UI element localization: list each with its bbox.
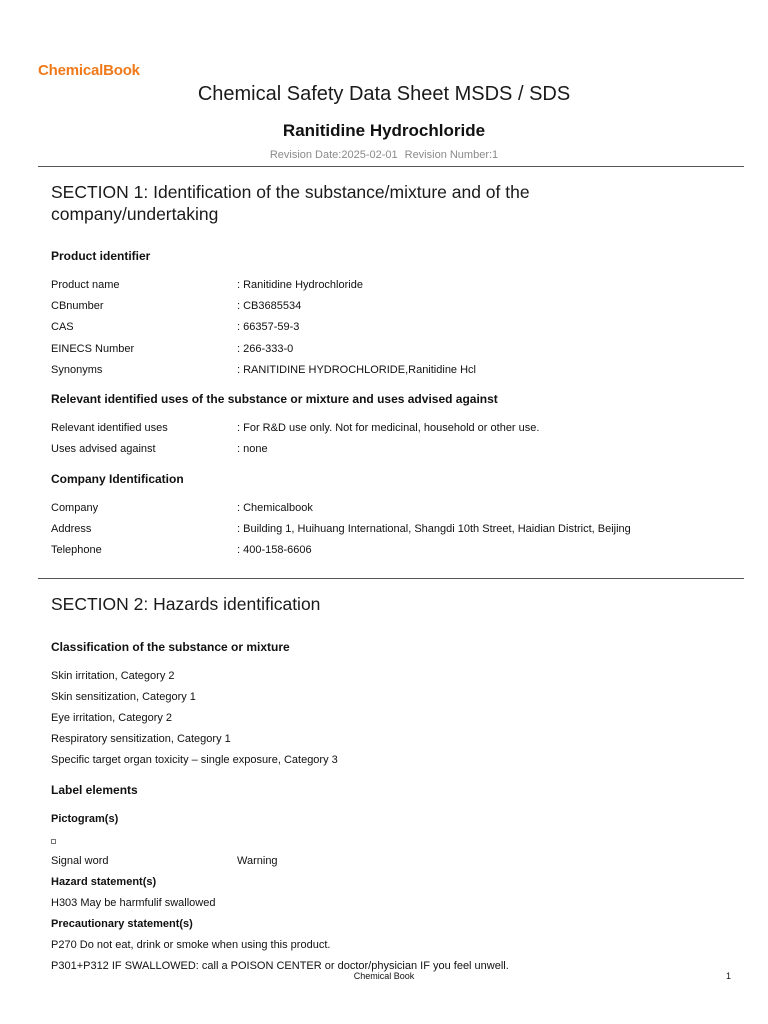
cas-label: CAS [51, 321, 74, 333]
classification-item: Specific target organ toxicity – single exposure, Category 3 [51, 754, 338, 766]
section-1-heading [51, 181, 711, 225]
footer-source: Chemical Book [353, 971, 415, 981]
company-label: Company [51, 502, 99, 514]
synonyms-label: Synonyms [51, 364, 103, 376]
telephone-label: Telephone [51, 544, 102, 556]
chemicalbook-logo: ChemicalBook [38, 62, 140, 79]
cas-value: : 66357-59-3 [237, 321, 300, 333]
section-1-heading-line2: company/undertaking [51, 204, 219, 224]
revision-number: Revision Number:1 [404, 149, 499, 161]
section-divider [38, 166, 744, 167]
signal-word-label: Signal word [51, 855, 109, 867]
section-1-heading-line1: SECTION 1: Identification of the substance/mixture and of the [51, 182, 530, 202]
pictogram-placeholder-icon [51, 839, 56, 844]
precautionary-statements-heading: Precautionary statement(s) [51, 918, 193, 930]
hazard-statements-heading: Hazard statement(s) [51, 876, 157, 888]
section-divider [38, 578, 744, 579]
page-number: 1 [726, 971, 732, 981]
cbnumber-label: CBnumber [51, 300, 104, 312]
company-identification-heading: Company Identification [51, 472, 184, 486]
signal-word-value: Warning [237, 855, 278, 867]
precautionary-statement: P301+P312 IF SWALLOWED: call a POISON CENTER or doctor/physician IF you feel unwell. [51, 960, 509, 972]
uses-advised-against-value: : none [237, 443, 268, 455]
address-label: Address [51, 523, 92, 535]
hazard-statement: H303 May be harmfulif swallowed [51, 897, 216, 909]
relevant-uses-label: Relevant identified uses [51, 422, 168, 434]
classification-item: Respiratory sensitization, Category 1 [51, 733, 231, 745]
document-title: Chemical Safety Data Sheet MSDS / SDS [197, 83, 571, 105]
classification-heading: Classification of the substance or mixture [51, 640, 290, 654]
pictograms-heading: Pictogram(s) [51, 813, 119, 825]
product-title: Ranitidine Hydrochloride [282, 121, 486, 140]
product-name-label: Product name [51, 279, 120, 291]
precautionary-statement: P270 Do not eat, drink or smoke when using this product. [51, 939, 331, 951]
address-value: : Building 1, Huihuang International, Shangdi 10th Street, Haidian District, Beijing [237, 523, 631, 535]
revision-date: Revision Date:2025-02-01 [269, 149, 398, 161]
einecs-label: EINECS Number [51, 343, 135, 355]
telephone-value: : 400-158-6606 [237, 544, 312, 556]
company-value: : Chemicalbook [237, 502, 313, 514]
synonyms-value: : RANITIDINE HYDROCHLORIDE,Ranitidine Hcl [237, 364, 476, 376]
classification-item: Skin sensitization, Category 1 [51, 691, 196, 703]
product-name-value: : Ranitidine Hydrochloride [237, 279, 363, 291]
classification-item: Eye irritation, Category 2 [51, 712, 173, 724]
relevant-uses-value: : For R&D use only. Not for medicinal, household or other use. [237, 422, 540, 434]
revision-info [0, 149, 768, 161]
cbnumber-value: : CB3685534 [237, 300, 302, 312]
uses-advised-against-label: Uses advised against [51, 443, 156, 455]
uses-heading: Relevant identified uses of the substance or mixture and uses advised against [51, 392, 498, 406]
product-identifier-heading: Product identifier [51, 249, 151, 263]
section-2-heading: SECTION 2: Hazards identification [51, 594, 321, 614]
label-elements-heading: Label elements [51, 783, 138, 797]
einecs-value: : 266-333-0 [237, 343, 294, 355]
classification-item: Skin irritation, Category 2 [51, 670, 175, 682]
